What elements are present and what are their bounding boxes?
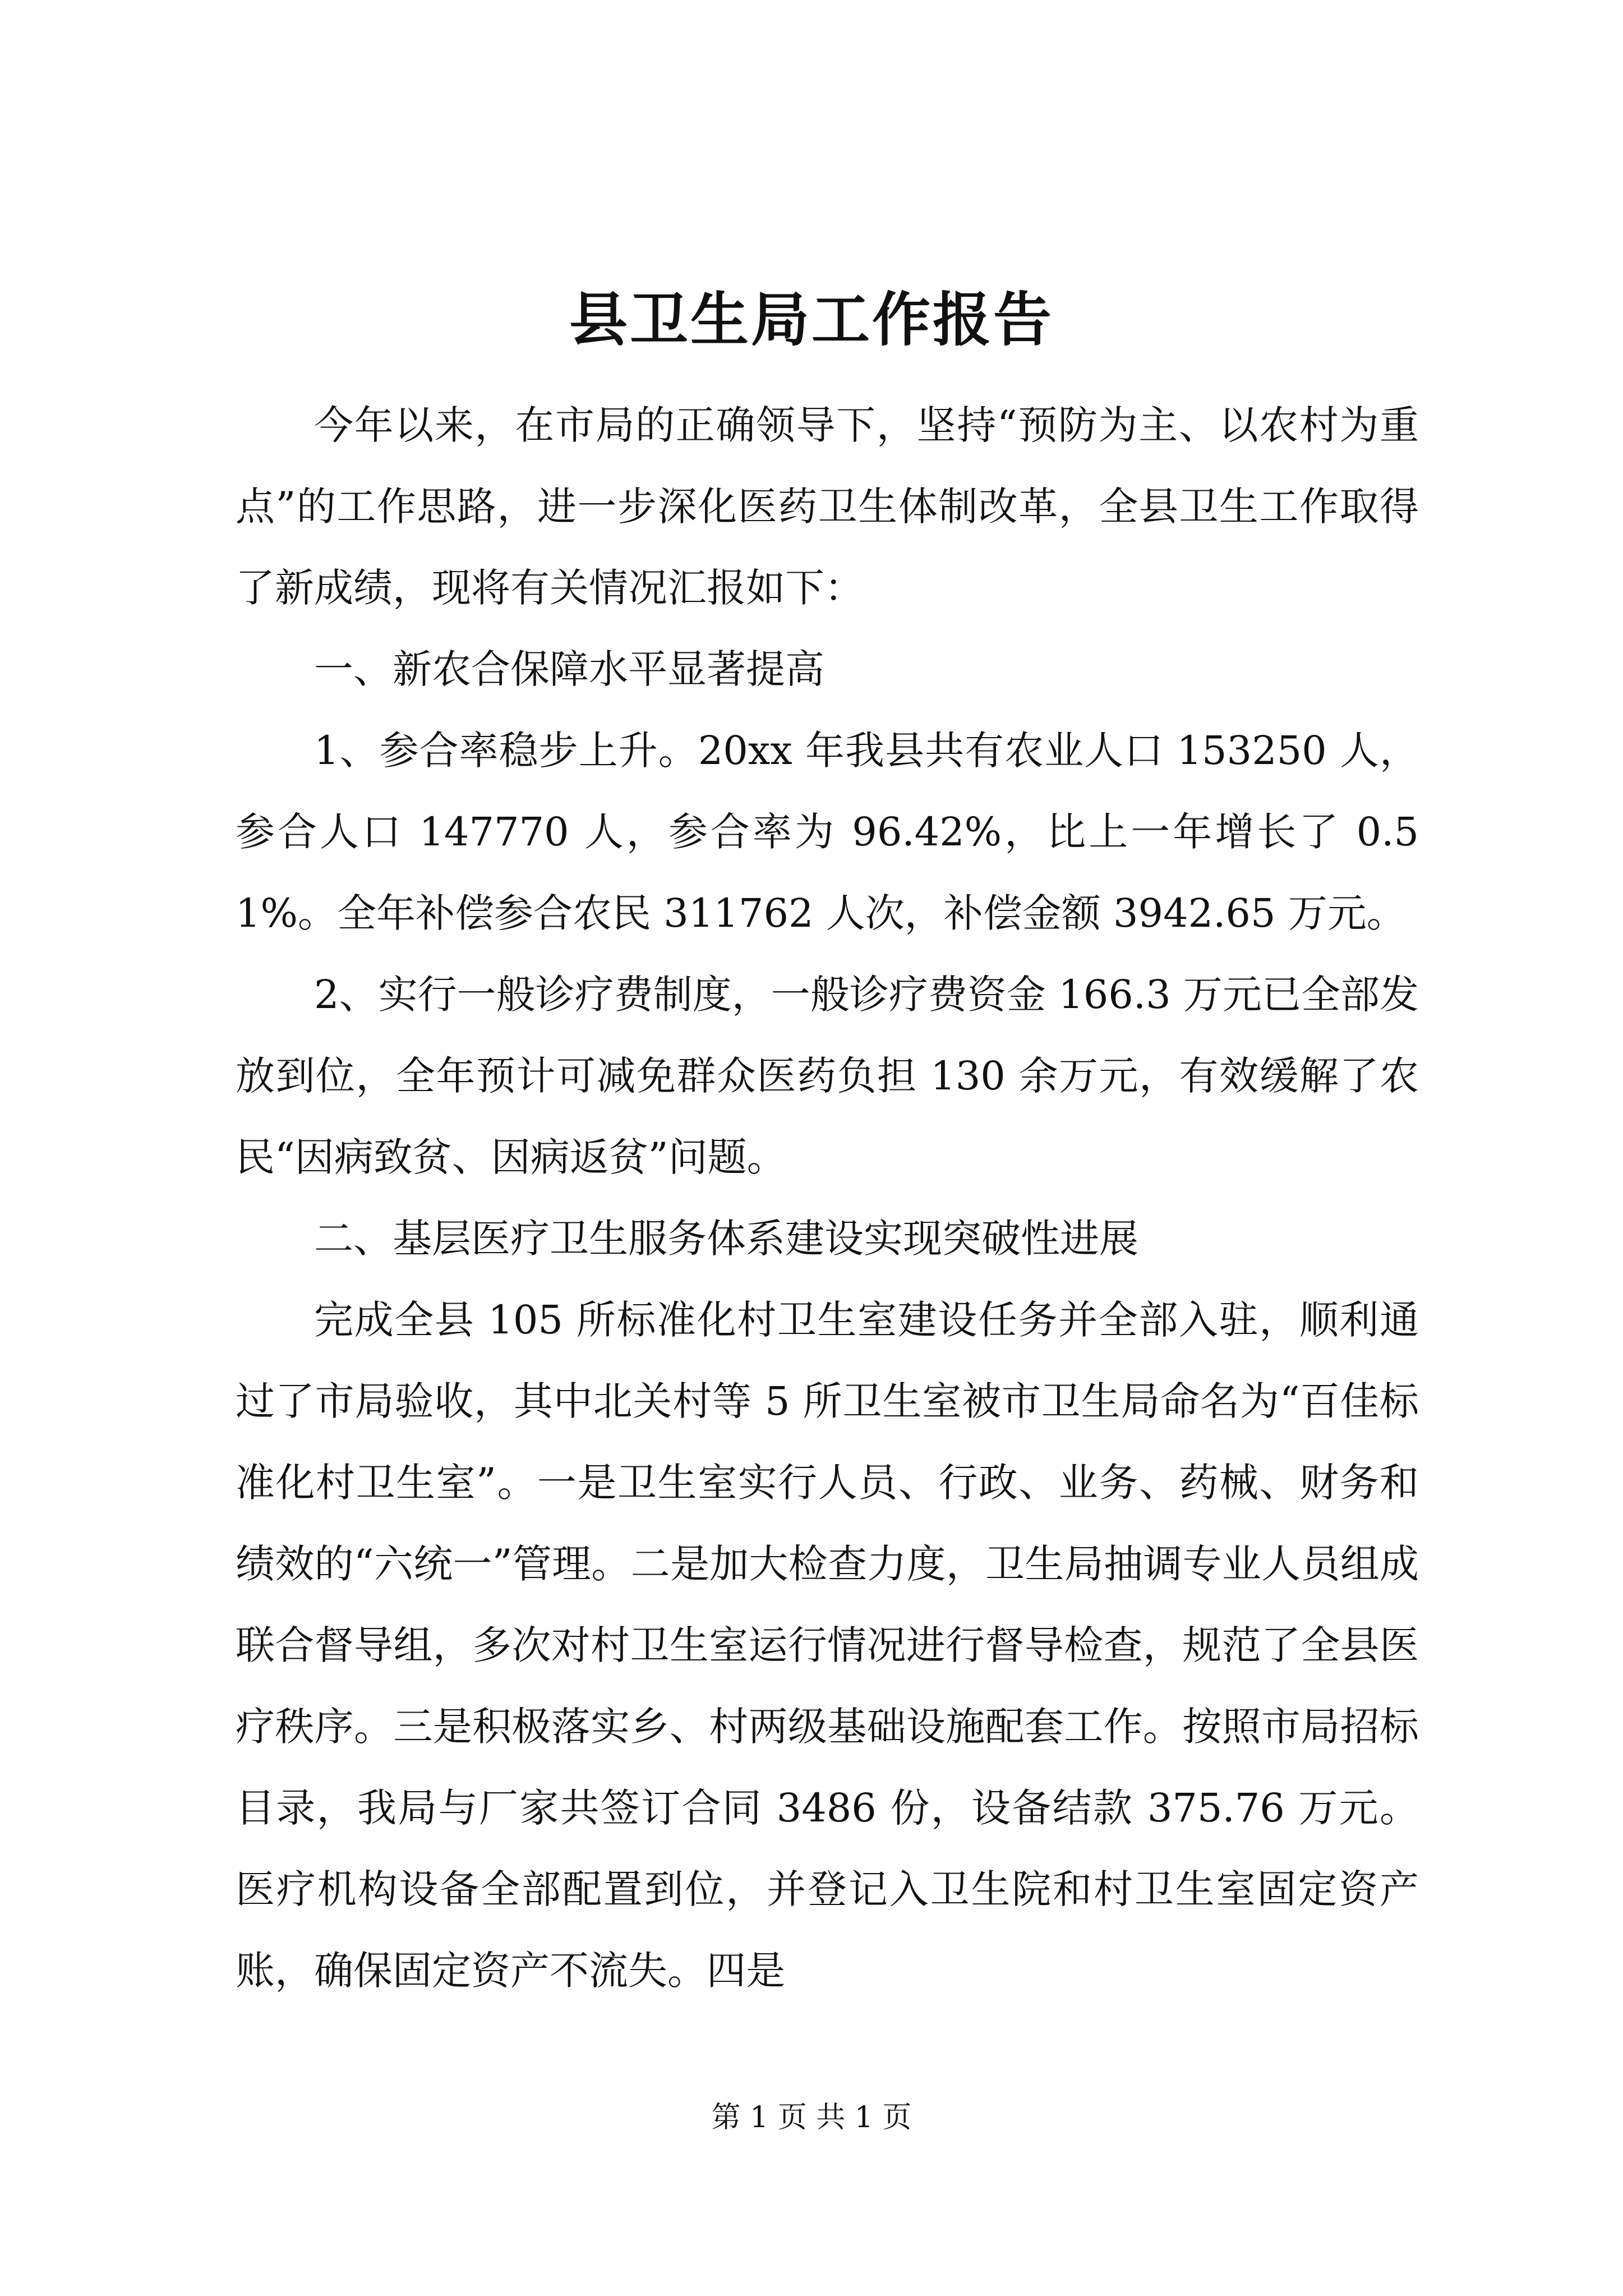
paragraph-2-1: 完成全县 105 所标准化村卫生室建设任务并全部入驻，顺利通过了市局验收，其中北关村等 5 所卫生室被市卫生局命名为“百佳标准化村卫生室”。一是卫生室实行人员、行政、业务、药械、财务和绩效的“六统一”管理。二是加大检查力度，卫生局抽调专业人员组成联合督导组，多次对村卫生室运行情况进行督导检查，规范了全县医疗秩序。三是积极落实乡、村两级基础设施配套工作。按照市局招标目录，我局与厂家共签订合同 3486 份，设备结款 375.76 万元。医疗机构设备全部配置到位，并登记入卫生院和村卫生室固定资产账，确保固定资产不流失。四是 [236, 1297, 1419, 1994]
section-heading-1: 一、新农合保障水平显著提高 [314, 646, 824, 692]
paragraph-intro: 今年以来，在市局的正确领导下，坚持“预防为主、以农村为重点”的工作思路，进一步深化医药卫生体制改革，全县卫生工作取得了新成绩，现将有关情况汇报如下： [236, 402, 1419, 611]
page-footer: 第 1 页 共 1 页 [711, 2101, 912, 2134]
paragraph-1-1: 1、参合率稳步上升。20xx 年我县共有农业人口 153250 人，参合人口 147770 人，参合率为 96.42%，比上一年增长了 0.51%。全年补偿参合农民 311762 人次，补偿金额 3942.65 万元。 [236, 728, 1419, 936]
document-body [236, 385, 1419, 2012]
paragraph-1-2: 2、实行一般诊疗费制度，一般诊疗费资金 166.3 万元已全部发放到位，全年预计可减免群众医药负担 130 余万元，有效缓解了农民“因病致贫、因病返贫”问题。 [236, 972, 1419, 1180]
section-heading-2: 二、基层医疗卫生服务体系建设实现突破性进展 [314, 1216, 1138, 1262]
document-title: 县卫生局工作报告 [569, 285, 1054, 354]
